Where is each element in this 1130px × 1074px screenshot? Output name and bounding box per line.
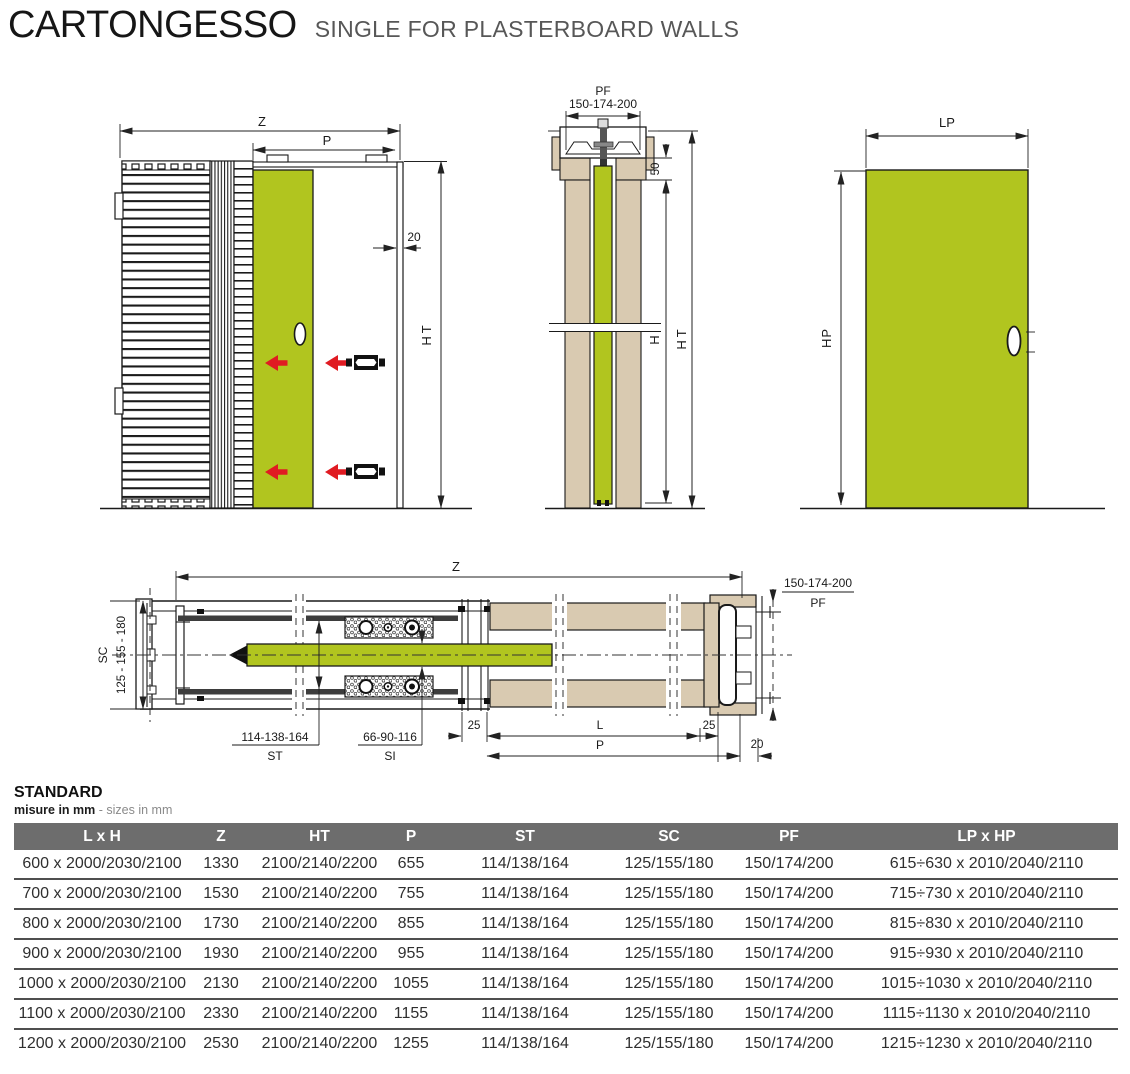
top-track [253,155,403,167]
dim-label-p: P [322,133,332,148]
column-header: ST [435,823,615,850]
table-cell: 2530 [203,1035,239,1052]
vertical-section-drawing [545,84,705,509]
table-cell: 715÷730 x 2010/2040/2110 [855,879,1118,909]
break-line [549,324,661,332]
dimension-h [645,180,672,503]
table-cell: 2130 [190,969,252,999]
table-cell: 615÷630 x 2010/2040/2110 [855,850,1118,879]
table-cell: 1330 [190,850,252,879]
column-header: LP x HP [855,823,1118,850]
dim-label-sc-values: 125 - 155 - 180 [116,615,128,695]
standard-section [14,784,1118,1058]
table-cell: 2100/2140/2200 [252,999,387,1029]
page-subtitle: SINGLE FOR PLASTERBOARD WALLS [314,16,740,42]
table-cell: 755 [387,879,435,909]
table-cell: 125/155/180 [615,850,723,879]
table-cell: 114/138/164 [481,1035,569,1052]
dim-label-h: H [647,335,662,345]
table-cell: 900 x 2000/2030/2100 [14,939,190,969]
dim-label-st: ST [267,749,283,763]
dim-label-si-values: 66-90-116 [363,730,417,744]
table-cell: 1255 [393,1035,429,1052]
column-header: L x H [14,823,190,850]
table-row [14,939,1118,969]
dim-label-pf-values: 150-174-200 [568,97,638,111]
table-cell: 150/174/200 [723,969,855,999]
table-cell: 815÷830 x 2010/2040/2110 [855,909,1118,939]
dimension-pf [773,576,854,721]
dim-label-25-left: 25 [467,720,481,732]
dimension-ht [658,131,698,508]
section-title: STANDARD [14,784,103,801]
units-note-en: - sizes in mm [95,803,173,817]
dim-label-p: P [595,738,605,752]
dimension-hp [819,171,866,505]
table-cell: 855 [387,909,435,939]
dim-label-pf-values: 150-174-200 [783,576,853,590]
dimension-z [176,559,742,600]
table-cell: 125/155/180 [615,969,723,999]
dimension-ht [404,161,447,508]
dim-label-sc: SC [96,646,110,664]
door-handle [295,323,306,345]
units-note-it: misure in mm [14,803,96,817]
table-cell: 1115÷1130 x 2010/2040/2110 [855,999,1118,1029]
dim-label-si: SI [384,749,396,763]
table-cell: 800 x 2000/2030/2100 [14,909,190,939]
table-cell: 1155 [387,999,435,1029]
table-cell: 915÷930 x 2010/2040/2110 [855,939,1118,969]
door-panel-drawing [800,115,1105,509]
table-cell: 125/155/180 [615,939,723,969]
dim-label-20: 20 [750,739,764,751]
table-cell: 114/138/164 [435,909,615,939]
dim-label-ht: HT [674,326,689,350]
dim-label-25-right: 25 [702,720,716,732]
table-cell: 1530 [190,879,252,909]
door-leaf-section [594,166,612,504]
table-cell: 1100 x 2000/2030/2100 [14,999,190,1029]
roller-carriage-icon [346,355,385,370]
dim-label-z: Z [258,114,266,129]
column-header: P [387,823,435,850]
table-cell: 2100/2140/2200 [252,939,387,969]
table-cell: 1730 [190,909,252,939]
roller-carriage-icon [346,464,385,479]
table-cell: 1930 [190,939,252,969]
door-handle [1008,327,1021,356]
table-cell: 2100/2140/2200 [252,909,387,939]
table-cell: 114/138/164 [435,999,615,1029]
table-cell: 114/138/164 [435,879,615,909]
table-row [14,909,1118,939]
table-cell: 150/174/200 [723,939,855,969]
table-cell: 125/155/180 [624,1035,714,1052]
table-cell: 2330 [190,999,252,1029]
table-row [14,879,1118,909]
table-cell: 114/138/164 [435,939,615,969]
table-cell: 1055 [387,969,435,999]
table-cell: 150/174/200 [723,850,855,879]
table-cell: 955 [387,939,435,969]
dimension-z [120,114,400,160]
door-jamb [397,162,403,508]
table-cell: 125/155/180 [615,999,723,1029]
table-cell: 700 x 2000/2030/2100 [14,879,190,909]
table-cell: 150/174/200 [723,879,855,909]
dim-label-20: 20 [407,230,421,244]
table-cell: 150/174/200 [723,909,855,939]
table-cell: 2100/2140/2200 [252,969,387,999]
plan-section-drawing [96,559,854,763]
table-row [14,1029,1118,1058]
table-cell: 1015÷1030 x 2010/2040/2110 [855,969,1118,999]
table-cell: 655 [387,850,435,879]
dim-label-50: 50 [650,162,662,176]
header-row [14,823,1118,850]
page-title: CARTONGESSO [8,4,297,46]
table-row [14,999,1118,1029]
table-cell: 600 x 2000/2030/2100 [14,850,190,879]
size-table [14,823,1118,1058]
table-row [14,850,1118,879]
pocket-cassette [115,161,253,508]
dim-label-hp: HP [819,327,834,349]
units-note [14,803,1118,817]
column-header: Z [190,823,252,850]
dim-label-st-values: 114-138-164 [241,730,309,744]
table-cell: 1000 x 2000/2030/2100 [14,969,190,999]
dim-label-pf: PF [595,84,611,98]
table-cell: 114/138/164 [435,850,615,879]
table-cell: 125/155/180 [615,879,723,909]
dimension-lp [866,115,1028,168]
door-panel [866,170,1028,508]
table-cell: 150/174/200 [723,999,855,1029]
table-cell: 114/138/164 [435,969,615,999]
table-cell: 125/155/180 [615,909,723,939]
column-header: HT [252,823,387,850]
dim-label-z: Z [452,559,460,574]
table-cell: 1200 x 2000/2030/2100 [17,1035,187,1052]
column-header: PF [723,823,855,850]
dim-label-pf: PF [810,596,826,610]
dim-label-l: L [596,718,604,732]
dim-label-lp: LP [939,115,955,130]
table-cell: 2100/2140/2200 [261,1035,378,1052]
dimension-bottom [448,712,772,762]
table-cell: 1215÷1230 x 2010/2040/2110 [880,1035,1093,1052]
table-cell: 2100/2140/2200 [252,879,387,909]
dim-label-ht: HT [419,322,434,346]
table-cell: 150/174/200 [744,1035,834,1052]
column-header: SC [615,823,723,850]
table-cell: 2100/2140/2200 [252,850,387,879]
front-view-drawing [100,114,472,509]
table-row [14,969,1118,999]
